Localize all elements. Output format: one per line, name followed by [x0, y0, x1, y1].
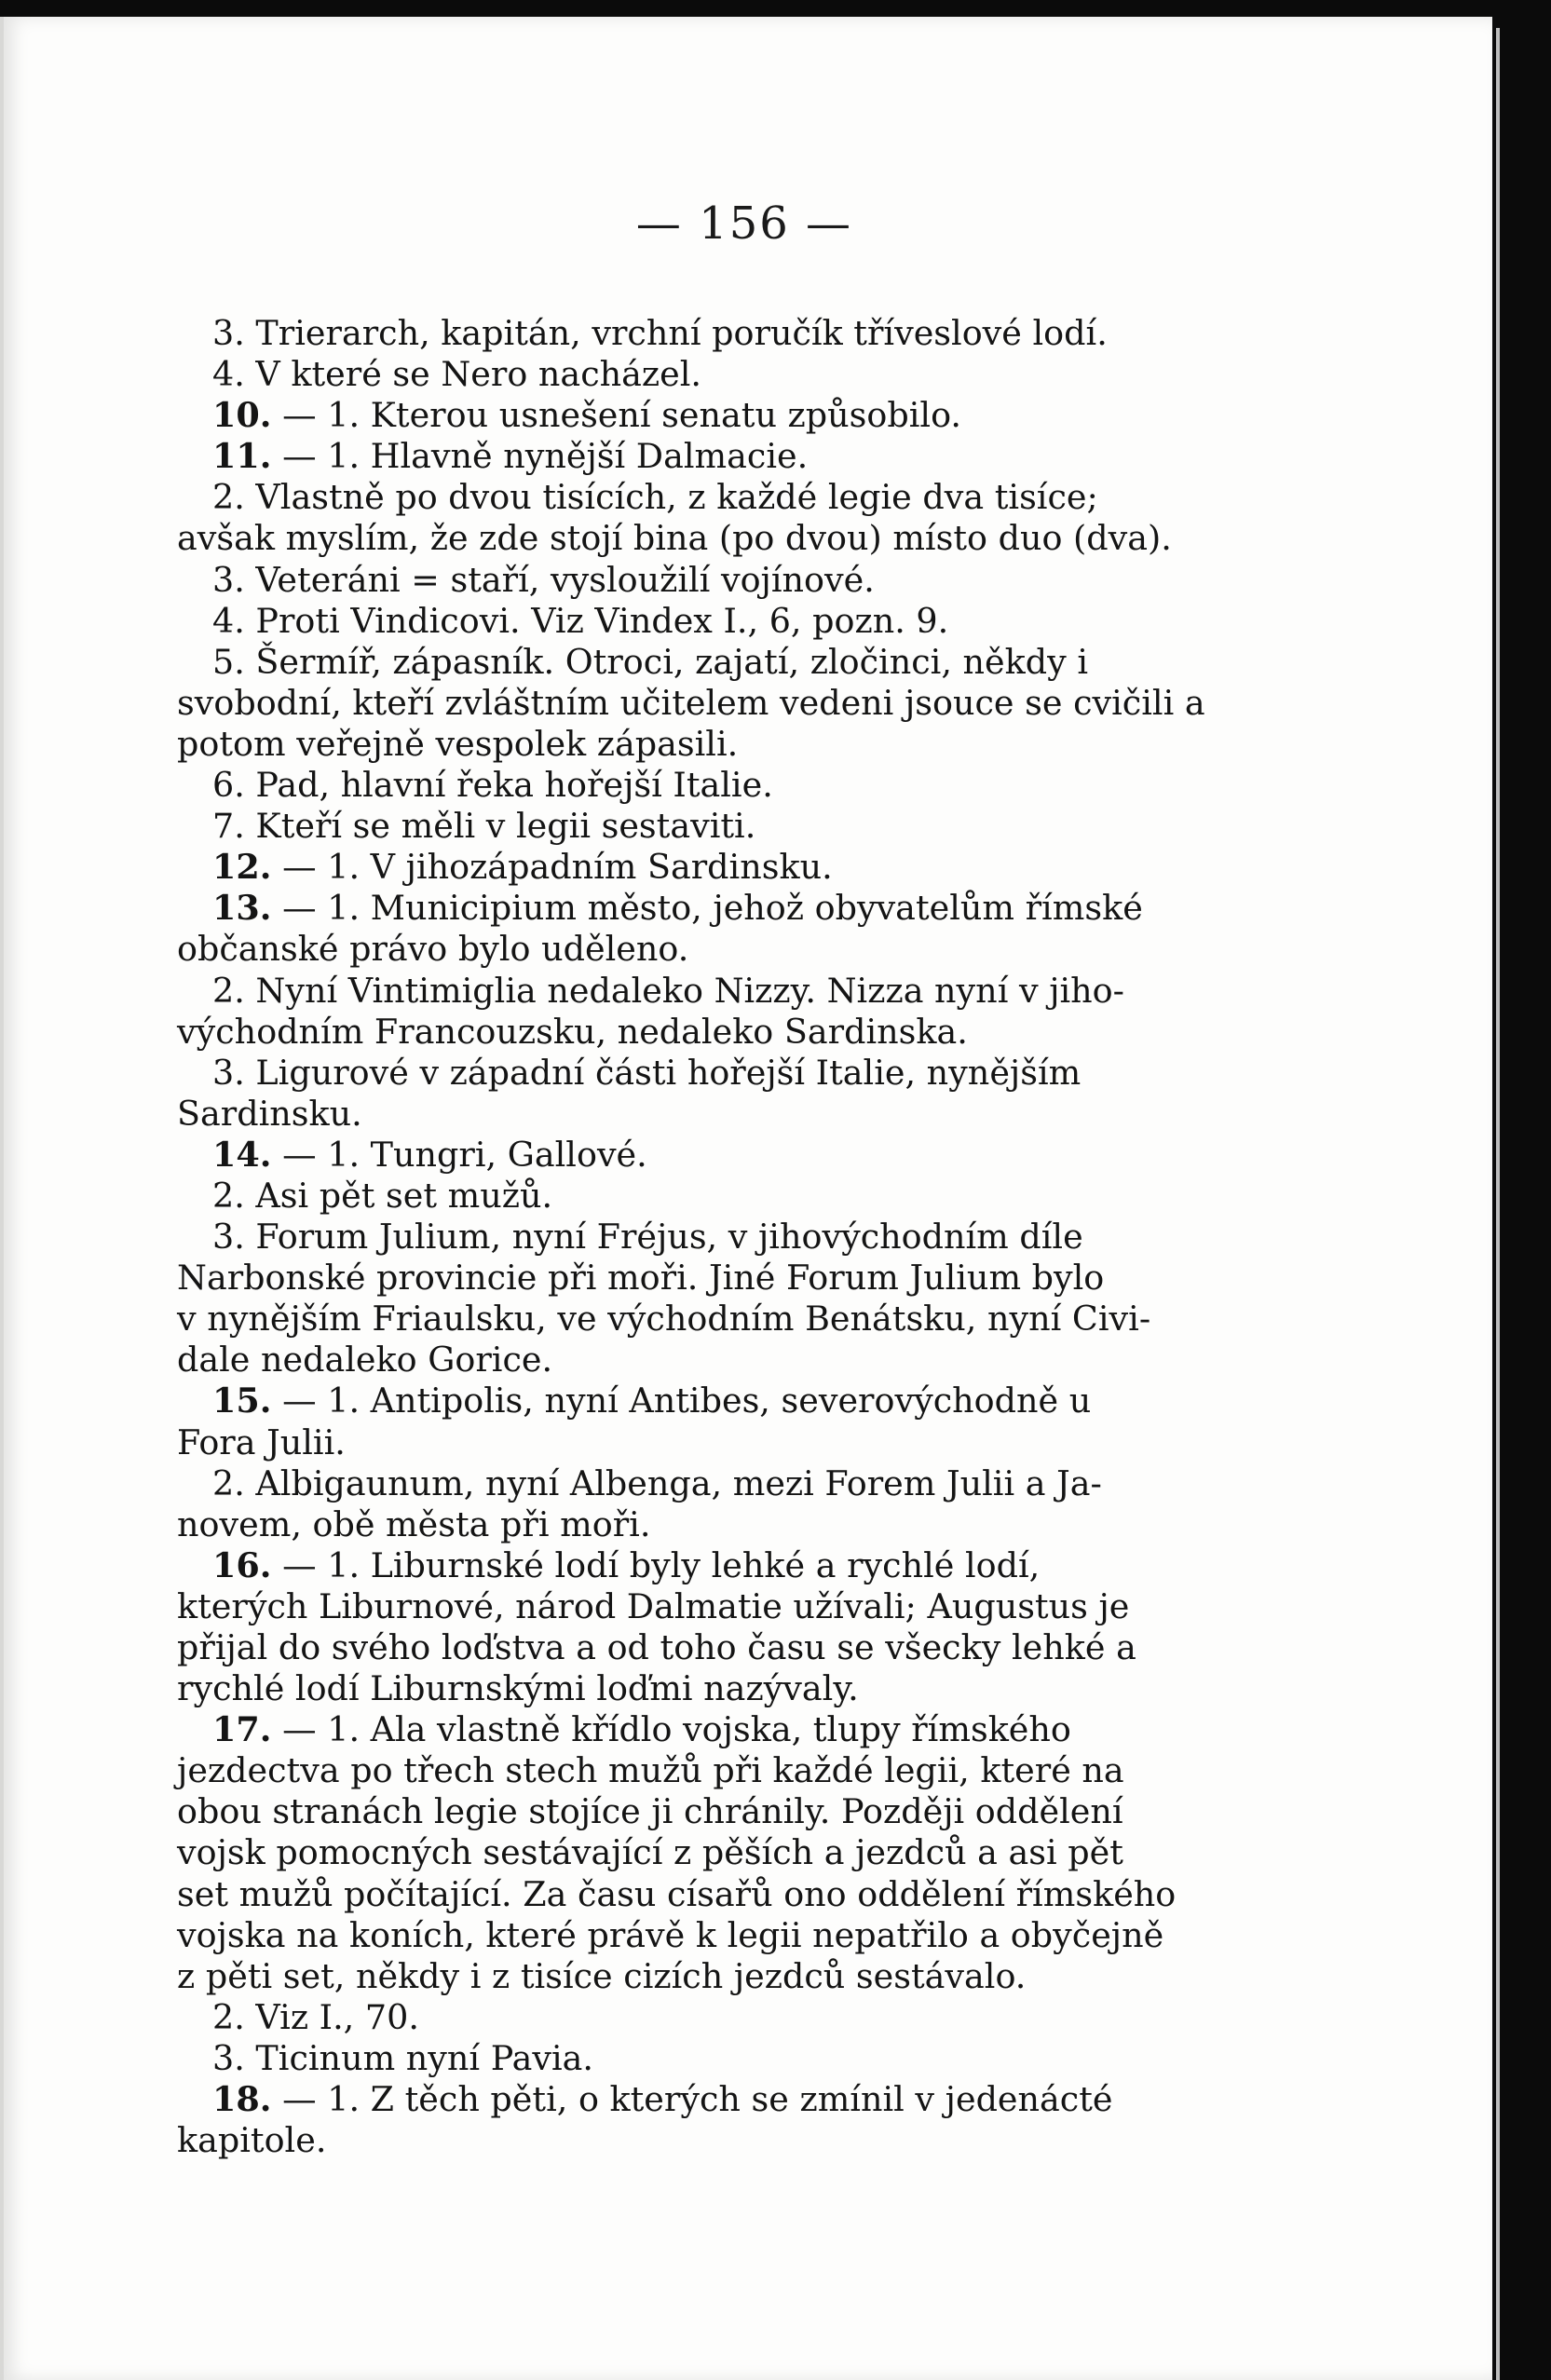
chapter-number: 15. — [212, 1380, 272, 1421]
page-number: — 156 — — [635, 197, 853, 250]
chapter-number: 18. — [212, 2079, 272, 2120]
line-text: — 1. Kterou usnešení senatu způsobilo. — [271, 395, 962, 436]
text-line — [177, 1258, 1287, 1299]
line-text: 7. Kteří se měli v legii sestaviti. — [212, 806, 756, 847]
line-text: 2. Viz I., 70. — [212, 1996, 419, 2037]
line-text: novem, obě města při moři. — [177, 1503, 651, 1544]
line-text: v nynějším Friaulsku, ve východním Benátsku, nyní Civi- — [177, 1299, 1151, 1340]
line-text: 3. Ticinum nyní Pavia. — [212, 2037, 594, 2078]
line-text: východním Francouzsku, nedaleko Sardinska. — [177, 1011, 968, 1052]
text-line — [177, 1832, 1287, 1873]
line-text: Narbonské provincie při moři. Jiné Forum Julium bylo — [177, 1258, 1105, 1299]
line-text: Sardinsku. — [177, 1093, 362, 1134]
text-line — [177, 1053, 1287, 1094]
text-line — [177, 1380, 1287, 1421]
line-text: 5. Šermíř, zápasník. Otroci, zajatí, zločinci, někdy i — [212, 641, 1089, 682]
line-text: potom veřejně vespolek zápasili. — [177, 723, 739, 764]
line-text: 3. Forum Julium, nyní Fréjus, v jihovýchodním díle — [212, 1217, 1083, 1258]
text-line — [177, 1997, 1287, 2038]
line-text: obou stranách legie stojíce ji chránily. Později oddělení — [177, 1791, 1123, 1832]
notes-text — [177, 313, 1287, 2161]
text-line — [177, 354, 1287, 395]
line-text: kterých Liburnové, národ Dalmatie užívali; Augustus je — [177, 1585, 1130, 1626]
text-line — [177, 518, 1287, 559]
line-text: — 1. Liburnské lodí byly lehké a rychlé lodí, — [271, 1544, 1041, 1585]
line-text: dale nedaleko Gorice. — [177, 1340, 553, 1380]
text-line — [177, 1627, 1287, 1668]
text-line — [177, 642, 1287, 683]
text-line — [177, 683, 1287, 724]
text-line — [177, 765, 1287, 806]
text-line — [177, 724, 1287, 765]
text-line — [177, 2079, 1287, 2120]
text-line — [177, 313, 1287, 354]
line-text: — 1. Ala vlastně křídlo vojska, tlupy římského — [271, 1709, 1071, 1750]
text-line — [177, 560, 1287, 601]
line-text: Fora Julii. — [177, 1421, 346, 1462]
line-text: set mužů počítající. Za času císařů ono oddělení římského — [177, 1873, 1177, 1914]
text-line — [177, 971, 1287, 1012]
text-line — [177, 1217, 1287, 1258]
text-line — [177, 1874, 1287, 1915]
text-line — [177, 1791, 1287, 1832]
line-text: vojska na koních, které právě k legii nepatřilo a obyčejně — [177, 1914, 1164, 1955]
line-text: 4. V které se Nero nacházel. — [212, 354, 702, 395]
text-line — [177, 1463, 1287, 1504]
line-text: — 1. Tungri, Gallové. — [271, 1134, 647, 1175]
scan-dark-edge — [1492, 0, 1551, 2380]
line-text: — 1. Z těch pěti, o kterých se zmínil v jedenácté — [271, 2079, 1113, 2120]
text-line — [177, 395, 1287, 436]
chapter-number: 17. — [212, 1709, 272, 1750]
chapter-number: 16. — [212, 1544, 272, 1585]
line-text: svobodní, kteří zvláštním učitelem vedeni jsouce se cvičili a — [177, 682, 1205, 723]
text-line — [177, 1668, 1287, 1709]
text-line — [177, 436, 1287, 477]
text-line — [177, 806, 1287, 847]
line-text: z pěti set, někdy i z tisíce cizích jezdců sestávalo. — [177, 1955, 1027, 1996]
text-line — [177, 1956, 1287, 1997]
line-text: 6. Pad, hlavní řeka hořejší Italie. — [212, 765, 773, 806]
line-text: 2. Vlastně po dvou tisících, z každé legie dva tisíce; — [212, 477, 1098, 518]
text-line — [177, 601, 1287, 642]
line-text: — 1. Antipolis, nyní Antibes, severovýchodně u — [271, 1380, 1092, 1421]
text-line — [177, 1709, 1287, 1750]
next-page-edge — [1496, 28, 1500, 2380]
text-line — [177, 1094, 1287, 1135]
text-line — [177, 1012, 1287, 1053]
chapter-number: 12. — [212, 847, 272, 888]
chapter-number: 11. — [212, 436, 272, 477]
text-line — [177, 847, 1287, 888]
line-text: rychlé lodí Liburnskými loďmi nazývaly. — [177, 1668, 859, 1709]
line-text: přijal do svého loďstva a od toho času se všecky lehké a — [177, 1627, 1136, 1667]
text-line — [177, 1176, 1287, 1217]
text-line — [177, 1750, 1287, 1791]
text-line — [177, 2038, 1287, 2079]
chapter-number: 14. — [212, 1134, 272, 1175]
text-line — [177, 1422, 1287, 1463]
line-text: 3. Ligurové v západní části hořejší Italie, nynějším — [212, 1052, 1082, 1093]
chapter-number: 13. — [212, 888, 272, 929]
line-text: občanské právo bylo uděleno. — [177, 929, 689, 970]
line-text: 4. Proti Vindicovi. Viz Vindex I., 6, pozn. 9. — [212, 600, 949, 641]
line-text: avšak myslím, že zde stojí bina (po dvou) místo duo (dva). — [177, 518, 1172, 559]
text-line — [177, 1545, 1287, 1586]
line-text: jezdectva po třech stech mužů při každé legii, které na — [177, 1750, 1124, 1791]
line-text: 3. Trierarch, kapitán, vrchní poručík tříveslové lodí. — [212, 313, 1108, 353]
line-text: 2. Albigaunum, nyní Albenga, mezi Forem Julii a Ja- — [212, 1462, 1102, 1503]
line-text: — 1. V jihozápadním Sardinsku. — [271, 847, 833, 888]
line-text: 2. Nyní Vintimiglia nedaleko Nizzy. Nizza nyní v jiho- — [212, 970, 1124, 1011]
text-line — [177, 929, 1287, 970]
line-text: — 1. Hlavně nynější Dalmacie. — [271, 436, 809, 477]
text-line — [177, 2120, 1287, 2161]
text-line — [177, 477, 1287, 518]
line-text: kapitole. — [177, 2120, 327, 2161]
text-line — [177, 1340, 1287, 1380]
text-line — [177, 888, 1287, 929]
line-text: 2. Asi pět set mužů. — [212, 1175, 553, 1216]
text-line — [177, 1915, 1287, 1956]
line-text: 3. Veteráni = staří, vysloužilí vojínové. — [212, 559, 875, 600]
text-line — [177, 1586, 1287, 1627]
chapter-number: 10. — [212, 395, 272, 436]
text-line — [177, 1299, 1287, 1340]
text-line — [177, 1135, 1287, 1176]
line-text: vojsk pomocných sestávající z pěších a jezdců a asi pět — [177, 1832, 1123, 1873]
line-text: — 1. Municipium město, jehož obyvatelům římské — [271, 888, 1143, 929]
text-line — [177, 1504, 1287, 1545]
